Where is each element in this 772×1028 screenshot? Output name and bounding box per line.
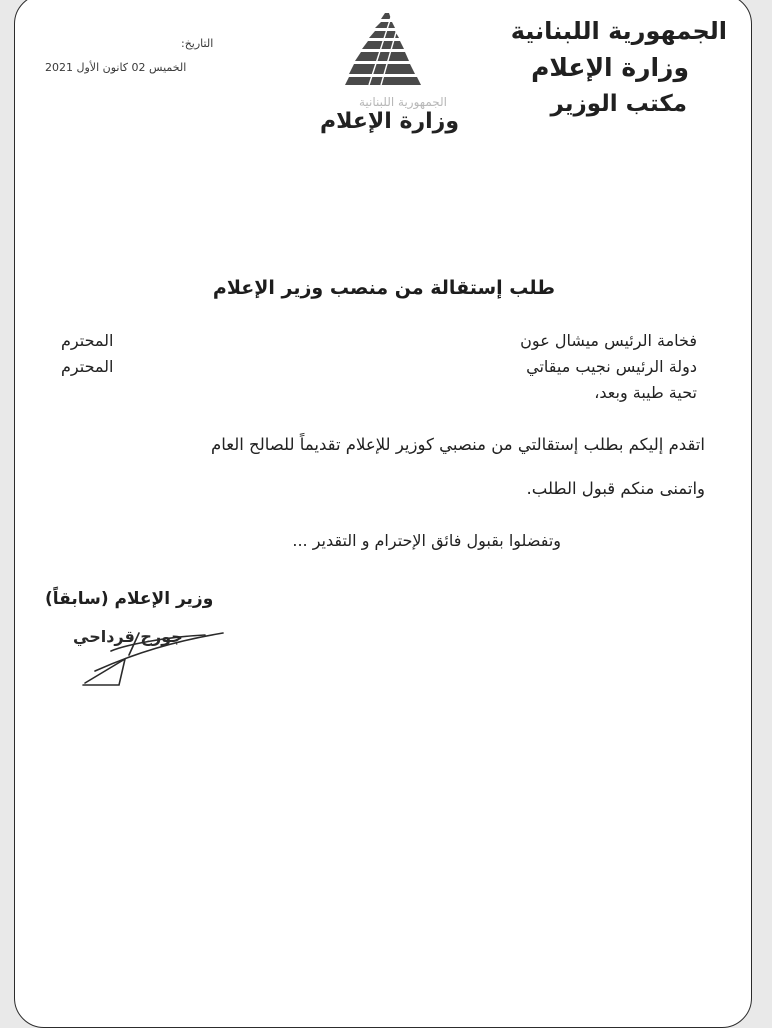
addressee-president: فخامة الرئيس ميشال عون (520, 331, 697, 350)
cedar-stripes-icon (345, 11, 425, 91)
body-line-1: اتقدم إليكم بطلب إستقالتي من منصبي كوزير للإعلام تقديماً للصالح العام (210, 435, 705, 454)
logo-name: وزارة الإعلام (320, 109, 459, 134)
greeting: تحية طيبة وبعد، (594, 383, 697, 402)
date-label: التاريخ: (181, 37, 214, 50)
logo-caption: الجمهورية اللبنانية (358, 95, 447, 109)
signatory-name: جورج قرداحي (73, 627, 183, 646)
letterhead-ministry: وزارة الإعلام (531, 53, 689, 82)
ministry-logo (309, 11, 459, 137)
letterhead-republic: الجمهورية اللبنانية (510, 17, 727, 45)
letter-subject: طلب إستقالة من منصب وزير الإعلام (212, 277, 556, 299)
letter-page (14, 0, 752, 1028)
handwritten-signature (55, 615, 225, 695)
body-line-2: واتمنى منكم قبول الطلب. (526, 479, 705, 498)
addressee-prime-minister: دولة الرئيس نجيب ميقاتي (526, 357, 697, 376)
honorific-prime-minister: المحترم (61, 357, 114, 376)
signatory-title: وزير الإعلام (سابقاً) (45, 589, 214, 609)
date-value: الخميس 02 كانون الأول 2021 (45, 61, 187, 74)
closing-line: وتفضلوا بقبول فائق الإحترام و التقدير ... (292, 531, 561, 550)
letterhead-office: مكتب الوزير (550, 91, 687, 117)
honorific-president: المحترم (61, 331, 114, 350)
